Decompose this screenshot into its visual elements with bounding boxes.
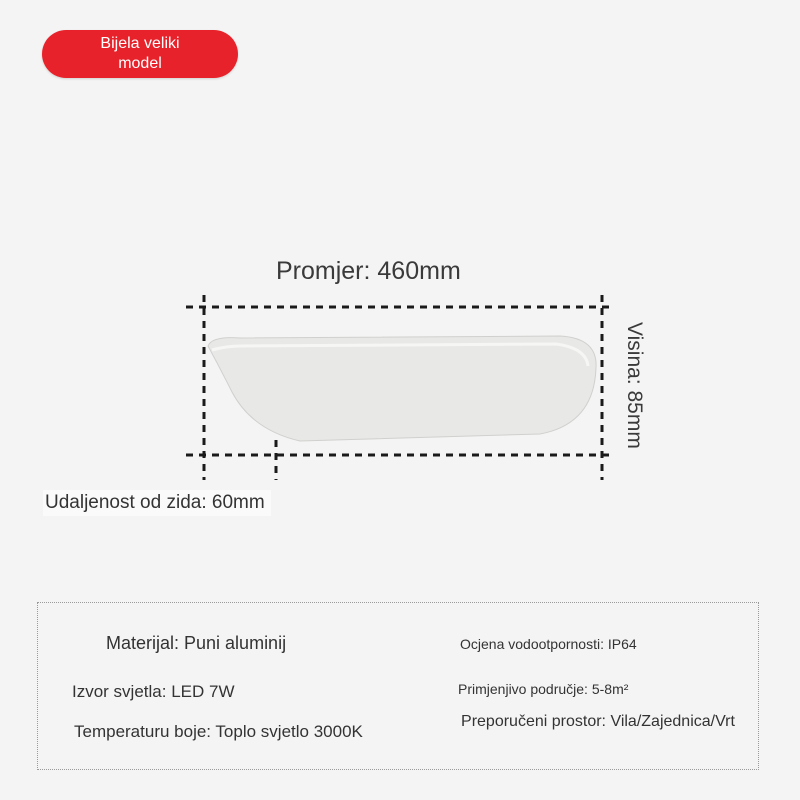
spec-material: Materijal: Puni aluminij [106, 633, 287, 653]
wall-distance-label: Udaljenost od zida: 60mm [43, 490, 271, 516]
height-label: Visina: 85mm [623, 322, 646, 449]
lamp-body [208, 336, 596, 441]
badge-label: Bijela veliki model [100, 35, 180, 72]
spec-waterproof-rating: Ocjena vodootpornosti: IP64 [460, 636, 637, 652]
spec-applicable-area: Primjenjivo područje: 5-8m² [458, 681, 629, 697]
spec-color-temperature: Temperaturu boje: Toplo svjetlo 3000K [74, 722, 363, 741]
specifications-panel [37, 602, 759, 770]
spec-recommended-space: Preporučeni prostor: Vila/Zajednica/Vrt [461, 713, 735, 730]
spec-light-source: Izvor svjetla: LED 7W [72, 682, 235, 701]
diameter-label: Promjer: 460mm [276, 257, 461, 285]
